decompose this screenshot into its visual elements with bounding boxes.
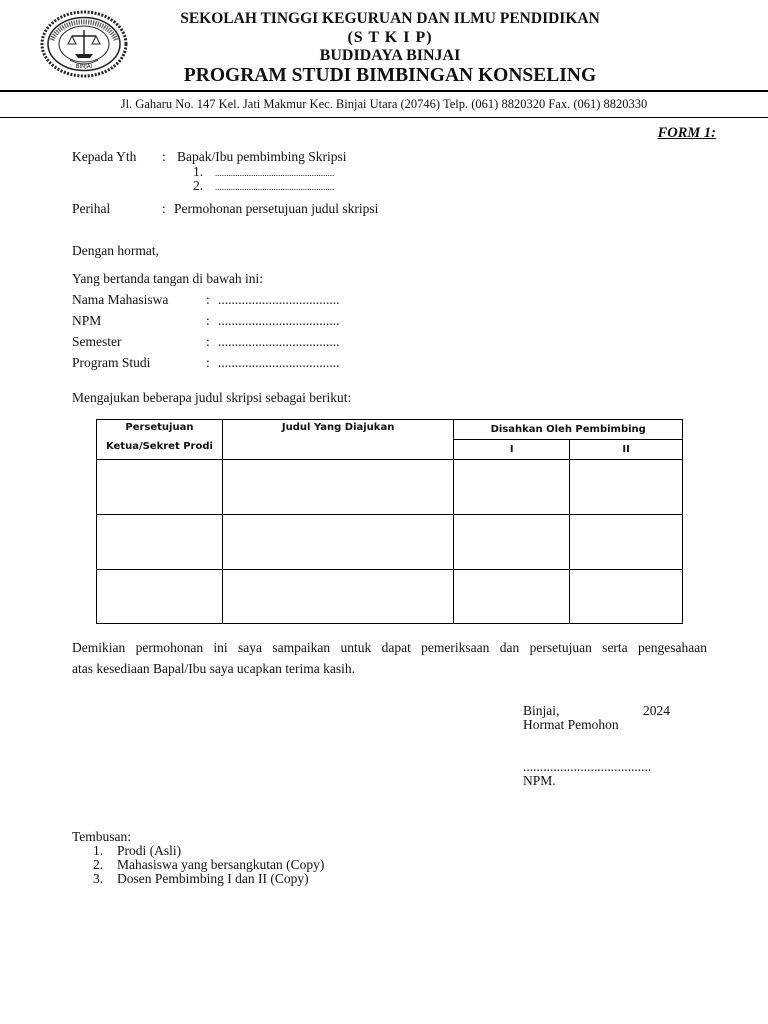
perihal-colon: : xyxy=(162,201,166,216)
perihal-value: Permohonan persetujuan judul skripsi xyxy=(174,201,379,216)
recipient-2-number: 2. xyxy=(193,178,204,193)
intro-text: Yang bertanda tangan di bawah ini: xyxy=(72,271,263,286)
field-label-npm: NPM xyxy=(72,313,102,328)
cell-supervisor-2[interactable] xyxy=(570,515,683,570)
signature-place: Binjai, xyxy=(523,703,560,718)
cell-supervisor-1[interactable] xyxy=(454,460,570,515)
header-approval xyxy=(97,420,223,460)
field-blank-npm[interactable]: .................................... xyxy=(218,313,340,328)
header-approval-line1: Persetujuan xyxy=(125,422,194,433)
recipient-2-blank[interactable]: ..................................................... xyxy=(215,182,335,192)
header-supervisor-1: I xyxy=(454,440,570,460)
header-supervisor-2: II xyxy=(570,440,683,460)
institution-logo xyxy=(40,10,128,78)
address-line: Jl. Gaharu No. 147 Kel. Jati Makmur Kec. Binjai Utara (20746) Telp. (061) 8820320 Fax. (061) 8820330 xyxy=(120,97,648,111)
kepada-value: Bapak/Ibu pembimbing Skripsi xyxy=(177,149,347,164)
cell-title[interactable] xyxy=(222,515,454,570)
cell-title[interactable] xyxy=(222,570,454,624)
cell-approval[interactable] xyxy=(97,570,223,624)
signature-npm: NPM. xyxy=(523,773,556,788)
signature-name-blank[interactable]: ...................................... xyxy=(523,759,652,774)
header-divider xyxy=(0,90,768,92)
greeting: Dengan hormat, xyxy=(72,243,159,258)
field-label-semester: Semester xyxy=(72,334,122,349)
field-blank-program-studi[interactable]: .................................... xyxy=(218,355,340,370)
perihal-label: Perihal xyxy=(72,201,111,216)
header-proposed-title-text: Judul Yang Diajukan xyxy=(281,422,395,433)
form-label: FORM 1: xyxy=(657,125,716,141)
cell-title[interactable] xyxy=(222,460,454,515)
tembusan-number-3: 3. xyxy=(93,871,104,886)
kepada-label: Kepada Yth xyxy=(72,149,137,164)
school-abbreviation: (S T K I P) xyxy=(347,29,433,46)
tembusan-number-1: 1. xyxy=(93,843,104,858)
field-blank-nama[interactable]: .................................... xyxy=(218,292,340,307)
field-colon: : xyxy=(206,334,210,349)
tembusan-item-2: Mahasiswa yang bersangkutan (Copy) xyxy=(117,857,325,872)
kepada-colon: : xyxy=(162,149,166,164)
proposal-intro: Mengajukan beberapa judul skripsi sebagai berikut: xyxy=(72,390,352,405)
cell-supervisor-1[interactable] xyxy=(454,515,570,570)
cell-supervisor-1[interactable] xyxy=(454,570,570,624)
address-divider xyxy=(0,117,768,118)
signature-role: Hormat Pemohon xyxy=(523,717,619,732)
cell-approval[interactable] xyxy=(97,515,223,570)
signature-year: 2024 xyxy=(643,703,670,718)
field-blank-semester[interactable]: .................................... xyxy=(218,334,340,349)
table-row xyxy=(97,460,683,515)
tembusan-item-1: Prodi (Asli) xyxy=(117,843,182,858)
closing-paragraph-line2: atas kesediaan Bapal/Ibu saya ucapkan terima kasih. xyxy=(72,661,356,676)
field-colon: : xyxy=(206,355,210,370)
recipient-1-number: 1. xyxy=(193,164,204,179)
header-supervisor-approval: Disahkan Oleh Pembimbing xyxy=(454,420,683,440)
tembusan-item-3: Dosen Pembimbing I dan II (Copy) xyxy=(117,871,309,886)
school-name: SEKOLAH TINGGI KEGURUAN DAN ILMU PENDIDIKAN xyxy=(180,10,600,27)
header-approval-line2: Ketua/Sekret Prodi xyxy=(105,441,213,452)
cell-supervisor-2[interactable] xyxy=(570,460,683,515)
tembusan-number-2: 2. xyxy=(93,857,104,872)
field-colon: : xyxy=(206,313,210,328)
closing-paragraph-line1: Demikian permohonan ini saya sampaikan untuk dapat pemeriksaan dan persetujuan serta pengesahaan xyxy=(72,640,707,655)
study-program: PROGRAM STUDI BIMBINGAN KONSELING xyxy=(183,65,597,86)
recipient-1-blank[interactable]: ..................................................... xyxy=(215,168,335,178)
field-colon: : xyxy=(206,292,210,307)
thesis-title-table xyxy=(96,419,683,624)
cell-approval[interactable] xyxy=(97,460,223,515)
header-proposed-title xyxy=(222,420,454,460)
cell-supervisor-2[interactable] xyxy=(570,570,683,624)
school-city: BUDIDAYA BINJAI xyxy=(319,47,461,64)
logo-text: BINJAI xyxy=(75,64,93,70)
field-label-nama: Nama Mahasiswa xyxy=(72,292,169,307)
field-label-program-studi: Program Studi xyxy=(72,355,151,370)
table-row xyxy=(97,515,683,570)
table-row xyxy=(97,570,683,624)
tembusan-title: Tembusan: xyxy=(72,829,132,844)
